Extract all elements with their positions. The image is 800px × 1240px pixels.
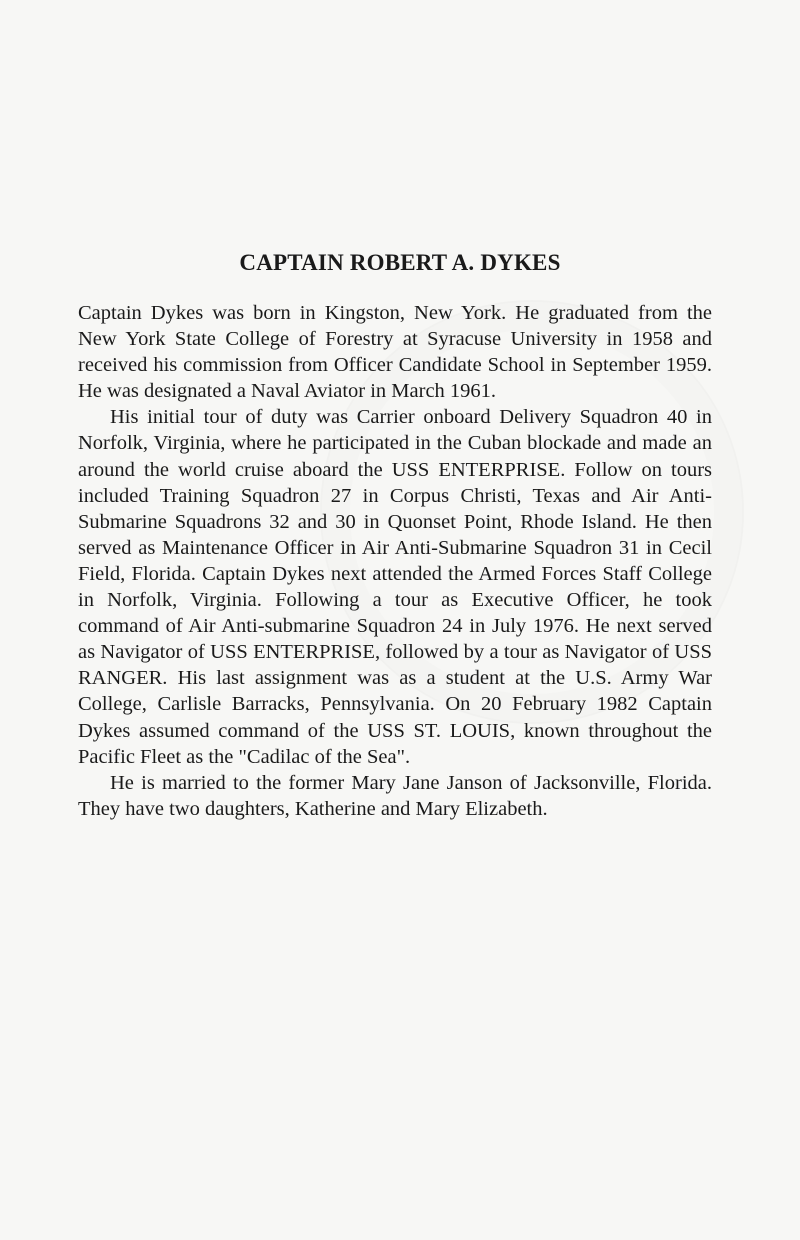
paragraph-early-life: Captain Dykes was born in Kingston, New York. He graduated from the New York State College of Forestry at Syracuse University in 1958 and received his commission from Officer Candidate School in September 1959. He was designated a Naval Aviator in March 1961.: [78, 302, 712, 403]
page-title: CAPTAIN ROBERT A. DYKES: [239, 250, 561, 275]
paragraph-career: His initial tour of duty was Carrier onboard Delivery Squadron 40 in Norfolk, Virginia, where he participated in the Cuban blockade and made an around the world cruise aboard the USS ENTERPRISE. Follow on tours included Training Squadron 27 in Corpus Christi, Texas and Air Anti-Submarine Squadrons 32 and 30 in Quonset Point, Rhode Island. He then served as Maintenance Officer in Air Anti-Submarine Squadron 31 in Cecil Field, Florida. Captain Dykes next attended the Armed Forces Staff College in Norfolk, Virginia. Following a tour as Executive Officer, he took command of Air Anti-submarine Squadron 24 in July 1976. He next served as Navigator of USS ENTERPRISE, followed by a tour as Navigator of USS RANGER. His last assignment was as a student at the U.S. Army War College, Carlisle Barracks, Pennsylvania. On 20 February 1982 Captain Dykes assumed command of the USS ST. LOUIS, known throughout the Pacific Fleet as the "Cadilac of the Sea".: [78, 406, 712, 768]
paragraph-family: He is married to the former Mary Jane Janson of Jacksonville, Florida. They have two daughters, Katherine and Mary Elizabeth.: [78, 771, 712, 820]
biography-body: [78, 300, 712, 822]
